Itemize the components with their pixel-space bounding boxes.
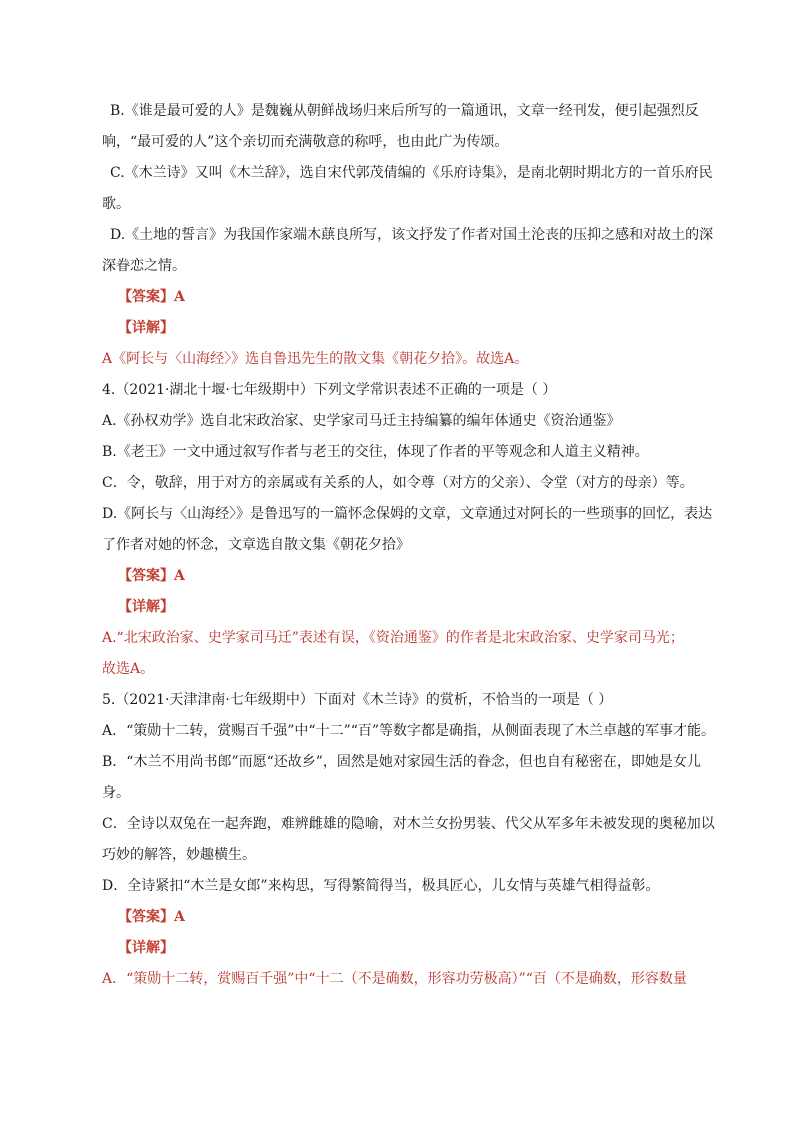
q4-option-b: B.《老王》一文中通过叙写作者与老王的交往，体现了作者的平等观念和人道主义精神。: [102, 444, 649, 460]
q5-option-c: C．全诗以双兔在一起奔跑，难辨雌雄的隐喻，对木兰女扮男装、代父从军多年未被发现的奥秘加以巧妙的解答，妙趣横生。: [102, 816, 715, 863]
q3-detail-text: A《阿长与〈山海经〉》选自鲁迅先生的散文集《朝花夕拾》。故选A。: [102, 351, 529, 367]
answer-value: A: [174, 909, 185, 925]
q4-option-c: C．令，敬辞，用于对方的亲属或有关系的人，如令尊（对方的父亲）、令堂（对方的母亲）等。: [102, 475, 694, 491]
q4-detail-text-2: 故选A。: [102, 661, 155, 677]
q5-detail-label: 【详解】: [118, 940, 174, 956]
q5-detail-text: A．“策勋十二转，赏赐百千强”中“十二（不是确数，形容功劳极高）”“百（不是确数，形容数量: [102, 971, 687, 987]
q4-stem: 4.（2021·湖北十堰·七年级期中）下列文学常识表述不正确的一项是（ ）: [102, 382, 557, 398]
answer-value: A: [174, 289, 185, 305]
q4-option-d: D.《阿长与〈山海经〉》是鲁迅写的一篇怀念保姆的文章，文章通过对阿长的一些琐事的回忆，表达了作者对她的怀念，文章选自散文集《朝花夕拾》: [102, 506, 713, 553]
q4-answer-line: [118, 561, 722, 592]
q3-option-d: D.《土地的誓言》为我国作家端木蕻良所写，该文抒发了作者对国土沦丧的压抑之感和对故土的深深眷恋之情。: [102, 227, 714, 274]
document-content: [102, 96, 722, 995]
q4-detail-label: 【详解】: [118, 599, 174, 615]
q3-option-b: B.《谁是最可爱的人》是魏巍从朝鲜战场归来后所写的一篇通讯，文章一经刊发，便引起强烈反响，“最可爱的人”这个亲切而充满敬意的称呼，也由此广为传颂。: [102, 103, 699, 150]
q3-detail-label: 【详解】: [118, 320, 174, 336]
q3-answer-line: [118, 282, 722, 313]
answer-label: 【答案】: [118, 909, 174, 925]
q5-option-a: A．“策勋十二转，赏赐百千强”中“十二”“百”等数字都是确指，从侧面表现了木兰卓越的军事才能。: [102, 723, 716, 739]
q5-option-d: D．全诗紧扣“木兰是女郎”来构思，写得繁简得当，极具匠心，儿女情与英雄气相得益彰。: [102, 878, 660, 894]
q5-stem: 5.（2021·天津津南·七年级期中）下面对《木兰诗》的赏析，不恰当的一项是（ ）: [102, 692, 613, 708]
answer-value: A: [174, 568, 185, 584]
q4-detail-text: A.“北宋政治家、史学家司马迁”表述有误，《资治通鉴》的作者是北宋政治家、史学家司马光；: [102, 630, 684, 646]
q5-answer-line: [118, 902, 722, 933]
q4-option-a: A.《孙权劝学》选自北宋政治家、史学家司马迁主持编纂的编年体通史《资治通鉴》: [102, 413, 621, 429]
answer-label: 【答案】: [118, 568, 174, 584]
q5-option-b: B．“木兰不用尚书郎”而愿“还故乡”，固然是她对家园生活的眷念，但也自有秘密在，即她是女儿身。: [102, 754, 701, 801]
q3-option-c: C.《木兰诗》又叫《木兰辞》，选自宋代郭茂倩编的《乐府诗集》，是南北朝时期北方的一首乐府民歌。: [102, 165, 713, 212]
answer-label: 【答案】: [118, 289, 174, 305]
